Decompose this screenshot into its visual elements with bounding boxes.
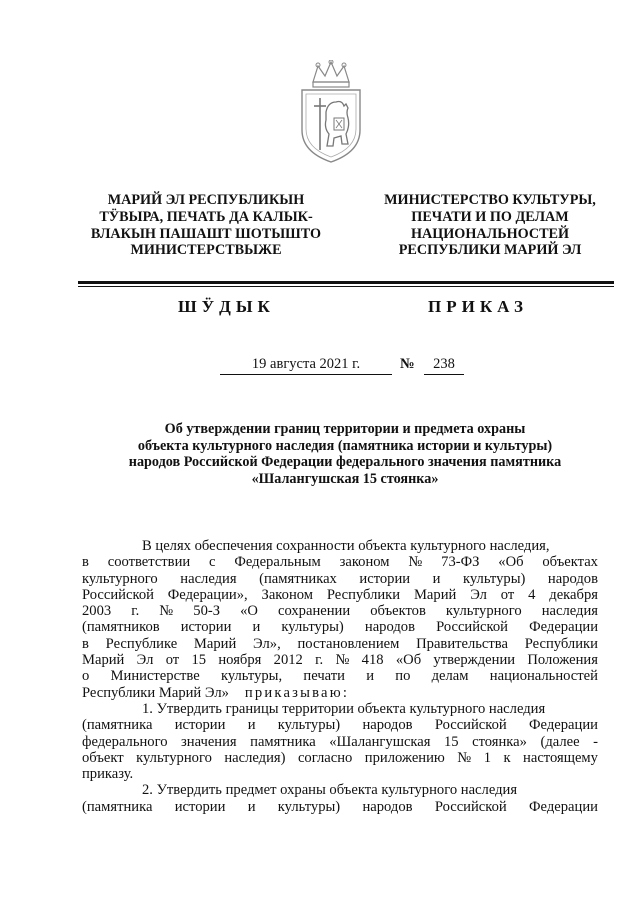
body-word: к [503, 749, 511, 766]
body-word: утверждении [433, 652, 516, 669]
order-title [100, 421, 590, 488]
body-word: культуры, [220, 668, 283, 685]
body-line: Республики Марий Эл» приказываю: [82, 684, 350, 701]
ministry-name-russian-line: РЕСПУБЛИКИ МАРИЙ ЭЛ [398, 242, 582, 259]
body-word: ноября [218, 652, 262, 669]
body-word: № [159, 603, 174, 620]
order-title-line: объекта культурного наследия (памятника истории и культуры) [137, 437, 553, 454]
body-word: Республике [105, 635, 178, 652]
body-line [82, 799, 598, 815]
body-word: Правительства [416, 635, 508, 652]
body-word: от [500, 586, 515, 603]
body-word: печати [303, 668, 345, 685]
ministry-name-mari-line: ВЛАКЫН ПАШАШТ ШОТЫШТО [90, 225, 322, 242]
body-word: народов [362, 717, 413, 734]
body-word: № [457, 749, 472, 766]
header-divider-thin [78, 286, 614, 287]
order-word-mari: ШӰДЫК [178, 297, 275, 316]
order-date: 19 августа 2021 г. [220, 356, 392, 375]
coat-of-arms-emblem [296, 60, 366, 164]
body-word: (памятника [82, 717, 153, 734]
body-word: (памятников [82, 619, 160, 636]
body-word: постановлением [297, 635, 400, 652]
body-word: и [432, 570, 441, 587]
body-word: Российской [434, 717, 507, 734]
body-line [82, 603, 598, 619]
body-word: культурного [82, 570, 158, 587]
order-word-russian: ПРИКАЗ [428, 297, 528, 316]
body-word: 418 [361, 652, 384, 669]
body-line [82, 652, 598, 668]
body-word: Российской [434, 798, 507, 815]
order-body [82, 538, 598, 815]
body-word: объект [82, 749, 124, 766]
body-word: Марий [193, 635, 237, 652]
body-word: народов [364, 619, 415, 636]
body-word: культуры) [277, 798, 341, 815]
ministry-name-russian [362, 192, 618, 259]
body-word: от [165, 652, 180, 669]
body-word: и [247, 717, 256, 734]
body-line: 1. Утвердить границы территории объекта культурного наследия [142, 700, 546, 717]
body-word: наследия) [224, 749, 286, 766]
body-word: «Об [498, 554, 524, 571]
ministry-name-russian-line: НАЦИОНАЛЬНОСТЕЙ [410, 225, 570, 242]
body-word: национальностей [489, 668, 598, 685]
body-word: Российской [436, 619, 508, 636]
body-word: - [593, 733, 598, 750]
body-word: Законом [261, 586, 314, 603]
body-word: Федерации [529, 619, 598, 636]
body-word: Положения [527, 652, 598, 669]
body-word: и [247, 798, 256, 815]
header-divider-thick [78, 281, 614, 284]
body-word: 2012 [273, 652, 303, 669]
body-word: о [82, 668, 90, 685]
body-word: г. [315, 652, 324, 669]
body-word: народов [547, 570, 598, 587]
body-word: 1 [483, 749, 491, 766]
ministry-name-mari [78, 192, 334, 259]
body-word: Марий [413, 586, 457, 603]
body-word: культуры) [277, 717, 341, 734]
body-word: Республики [326, 586, 401, 603]
ministry-name-russian-line: ПЕЧАТИ И ПО ДЕЛАМ [411, 208, 569, 225]
body-line [82, 571, 598, 587]
body-word: 73-ФЗ [441, 554, 480, 571]
body-word: федерального [82, 733, 168, 750]
body-word: Российской [82, 586, 154, 603]
body-word: и [252, 619, 261, 636]
decree-word: приказываю: [244, 684, 350, 701]
body-word: Федеральным [234, 554, 321, 571]
body-word: культуры) [281, 619, 344, 636]
body-word: «О [240, 603, 258, 620]
body-word: Эл», [253, 635, 281, 652]
body-word: культуры) [463, 570, 526, 587]
body-line [82, 717, 598, 733]
body-word: сохранении [277, 603, 351, 620]
body-word: 2003 [82, 603, 112, 620]
body-line [82, 668, 598, 684]
ministry-name-mari-line: МАРИЙ ЭЛ РЕСПУБЛИКЫН [107, 192, 305, 208]
body-word: 4 [528, 586, 536, 603]
body-word: памятника [250, 733, 316, 750]
body-word: делам [431, 668, 469, 685]
body-word: настоящему [523, 749, 598, 766]
body-word: Федерации [529, 798, 598, 815]
body-word: Республики [524, 635, 598, 652]
body-word: Министерстве [110, 668, 200, 685]
body-word: Эл [136, 652, 154, 669]
body-word: стоянка» [472, 733, 527, 750]
order-title-line: Об утверждении границ территории и предмета охраны [164, 421, 526, 437]
body-word: в [82, 635, 89, 652]
ministry-name-mari-line: МИНИСТЕРСТВЫЖЕ [130, 242, 282, 259]
body-word: объектах [542, 554, 598, 571]
body-word: 15 [191, 652, 207, 669]
body-line [82, 636, 598, 652]
body-line: приказу. [82, 766, 134, 783]
body-word: истории [174, 717, 226, 734]
body-word: 15 [444, 733, 459, 750]
body-line [82, 734, 598, 750]
body-word: истории [174, 798, 226, 815]
body-line: В целях обеспечения сохранности объекта культурного наследия, [142, 538, 550, 554]
body-word: Марий [82, 652, 125, 669]
ministry-name-mari-line: ТӰВЫРА, ПЕЧАТЬ ДА КАЛЫК- [99, 208, 313, 225]
body-word: по [395, 668, 411, 685]
order-number-sign: № [400, 356, 415, 372]
body-word: соответствии [107, 554, 191, 571]
body-word: с [209, 554, 216, 571]
body-word: законом [339, 554, 390, 571]
body-word: значения [181, 733, 237, 750]
body-word: культурного [136, 749, 212, 766]
body-word: согласно [297, 749, 353, 766]
body-word: (памятниках [259, 570, 337, 587]
body-word: приложению [364, 749, 445, 766]
body-word: (памятника [82, 798, 153, 815]
body-word: Федерации», [167, 586, 248, 603]
body-word: наследия [180, 570, 237, 587]
body-word: Эл [470, 586, 487, 603]
body-word: «Шалангушская [329, 733, 431, 750]
body-word: истории [180, 619, 232, 636]
body-word: наследия [541, 603, 598, 620]
body-word: декабря [549, 586, 598, 603]
body-word: истории [359, 570, 411, 587]
body-word: (далее [540, 733, 580, 750]
body-word: в [82, 554, 89, 571]
ministry-name-russian-line: МИНИСТЕРСТВО КУЛЬТУРЫ, [384, 192, 596, 208]
body-word: народов [362, 798, 413, 815]
body-word: «Об [395, 652, 422, 669]
body-word: г. [131, 603, 140, 620]
body-line [82, 554, 598, 570]
body-line [82, 750, 598, 766]
body-word: культурного [445, 603, 522, 620]
body-line: 2. Утвердить предмет охраны объекта культурного наследия [142, 782, 518, 799]
body-word: № [335, 652, 350, 669]
body-line [82, 619, 598, 635]
order-title-line: народов Российской Федерации федерального значения памятника [128, 454, 562, 471]
body-word: Федерации [529, 717, 598, 734]
body-word: объектов [370, 603, 426, 620]
order-number: 238 [424, 356, 464, 375]
body-word: 50-З [193, 603, 221, 620]
body-word: и [366, 668, 375, 685]
order-title-line: «Шалангушская 15 стоянка» [251, 471, 439, 488]
body-line [82, 587, 598, 603]
body-word: № [408, 554, 423, 571]
